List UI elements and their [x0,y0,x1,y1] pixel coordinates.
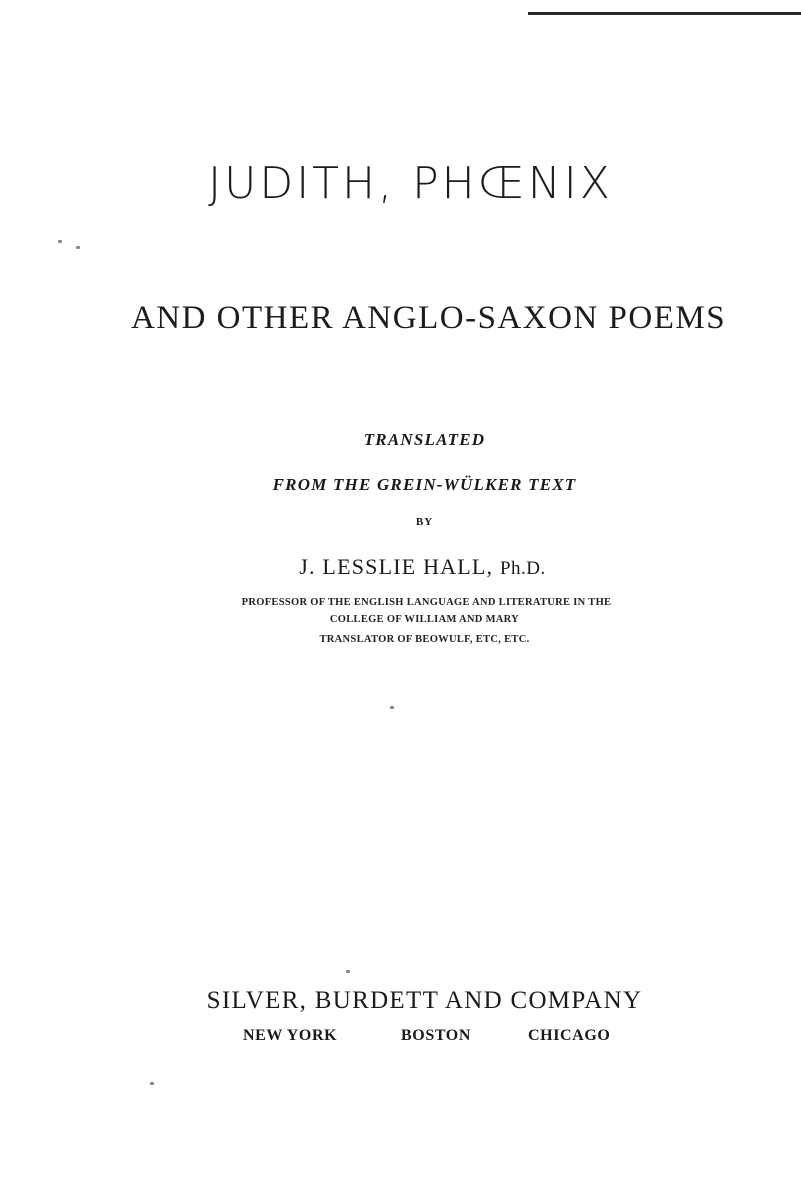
publisher-cities [0,1027,801,1051]
translated-label: TRANSLATED [363,430,486,449]
top-rule [528,12,801,15]
author-line [22,554,801,580]
print-speck [58,240,62,243]
print-speck [150,1082,154,1085]
book-title: JUDITH, PHŒNIX [208,158,613,209]
city-chicago: CHICAGO [528,1027,611,1044]
print-speck [346,970,350,973]
author-credit-translator: TRANSLATOR OF BEOWULF, ETC, ETC. [319,634,530,645]
author-name: J. LESSLIE HALL, [299,554,494,579]
city-boston: BOSTON [401,1027,471,1044]
publisher-name: SILVER, BURDETT AND COMPANY [206,987,643,1014]
author-credit-professor: PROFESSOR OF THE ENGLISH LANGUAGE AND LITERATURE IN THE [241,597,612,608]
author-degree: Ph.D. [499,558,546,579]
source-text-line: FROM THE GREIN-WÜLKER TEXT [272,475,577,494]
book-subtitle: AND OTHER ANGLO-SAXON POEMS [130,300,727,336]
by-label: BY [415,516,434,528]
author-credit-college: COLLEGE OF WILLIAM AND MARY [329,614,520,625]
city-new-york: NEW YORK [243,1027,338,1044]
print-speck [76,246,80,249]
print-speck [390,706,394,709]
